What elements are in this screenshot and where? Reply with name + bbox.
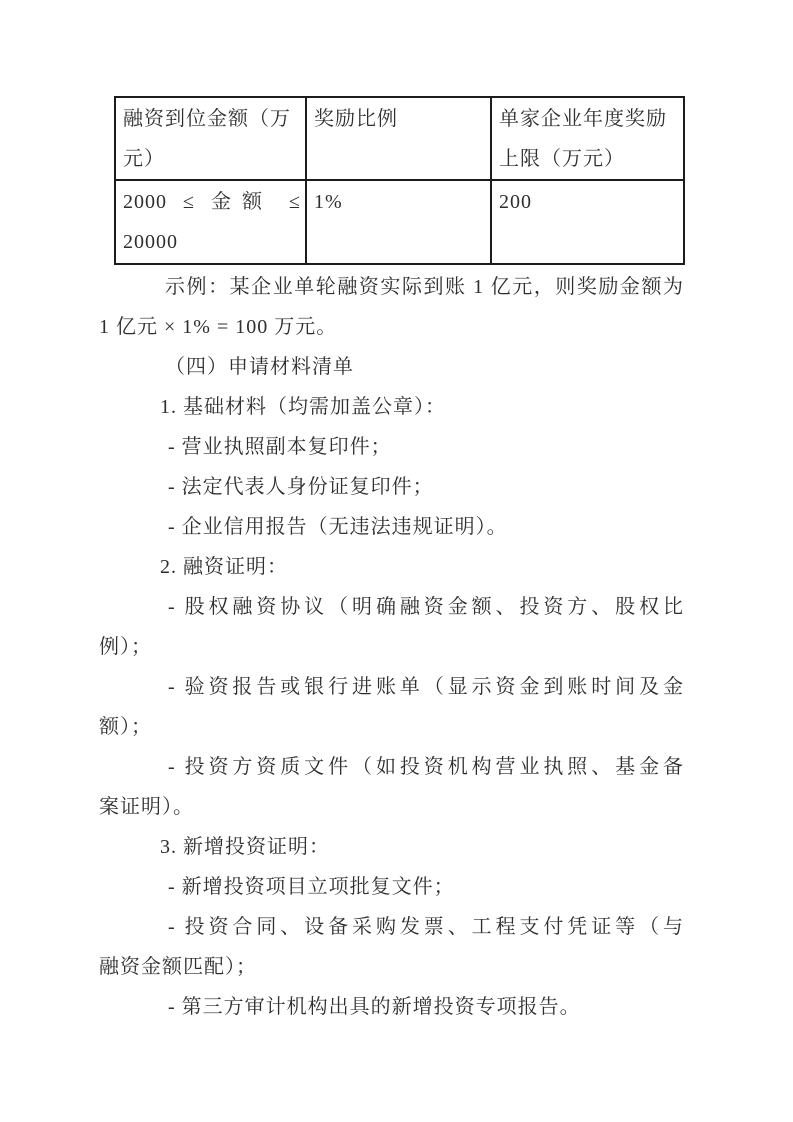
text-line: 例）； bbox=[99, 636, 152, 658]
body-text bbox=[99, 267, 684, 1027]
table-data-row bbox=[115, 180, 684, 264]
cell-amount-range: 2000 ≤ 金额 ≤ 20000 bbox=[115, 180, 306, 264]
cell-ratio-value: 1% bbox=[306, 180, 491, 264]
page-content bbox=[99, 96, 684, 1027]
text-line: - 法定代表人身份证复印件； bbox=[168, 476, 434, 498]
header-cell-reward-ratio: 奖励比例 bbox=[306, 97, 491, 180]
text-line: - 股权融资协议（明确融资金额、投资方、股权比 bbox=[168, 596, 684, 618]
text-line: - 投资方资质文件（如投资机构营业执照、基金备 bbox=[168, 756, 684, 778]
text-line: - 营业执照副本复印件； bbox=[168, 436, 392, 458]
text-line: - 企业信用报告（无违法违规证明）。 bbox=[168, 516, 508, 538]
text-line: 3. 新增投资证明： bbox=[160, 836, 330, 858]
reward-table bbox=[114, 96, 685, 265]
text-line: 2. 融资证明： bbox=[160, 556, 288, 578]
text-line: - 验资报告或银行进账单（显示资金到账时间及金 bbox=[168, 676, 684, 698]
text-line: - 第三方审计机构出具的新增投资专项报告。 bbox=[168, 996, 581, 1018]
text-line: - 新增投资项目立项批复文件； bbox=[168, 876, 455, 898]
text-line: （四）申请材料清单 bbox=[165, 356, 354, 378]
text-line: - 投资合同、设备采购发票、工程支付凭证等（与 bbox=[168, 916, 684, 938]
text-line: 额）； bbox=[99, 716, 152, 738]
text-line: 案证明）。 bbox=[99, 796, 194, 818]
header-cell-annual-cap: 单家企业年度奖励上限（万元） bbox=[491, 97, 684, 180]
text-line: 融资金额匹配）； bbox=[99, 956, 257, 978]
table-header-row bbox=[115, 97, 684, 180]
text-line: 示例：某企业单轮融资实际到账 1 亿元，则奖励金额为 bbox=[165, 276, 684, 298]
header-cell-funding-amount: 融资到位金额（万元） bbox=[115, 97, 306, 180]
text-line: 1 亿元 × 1% = 100 万元。 bbox=[99, 316, 338, 338]
text-line: 1. 基础材料（均需加盖公章）： bbox=[160, 396, 446, 418]
cell-cap-value: 200 bbox=[491, 180, 684, 264]
